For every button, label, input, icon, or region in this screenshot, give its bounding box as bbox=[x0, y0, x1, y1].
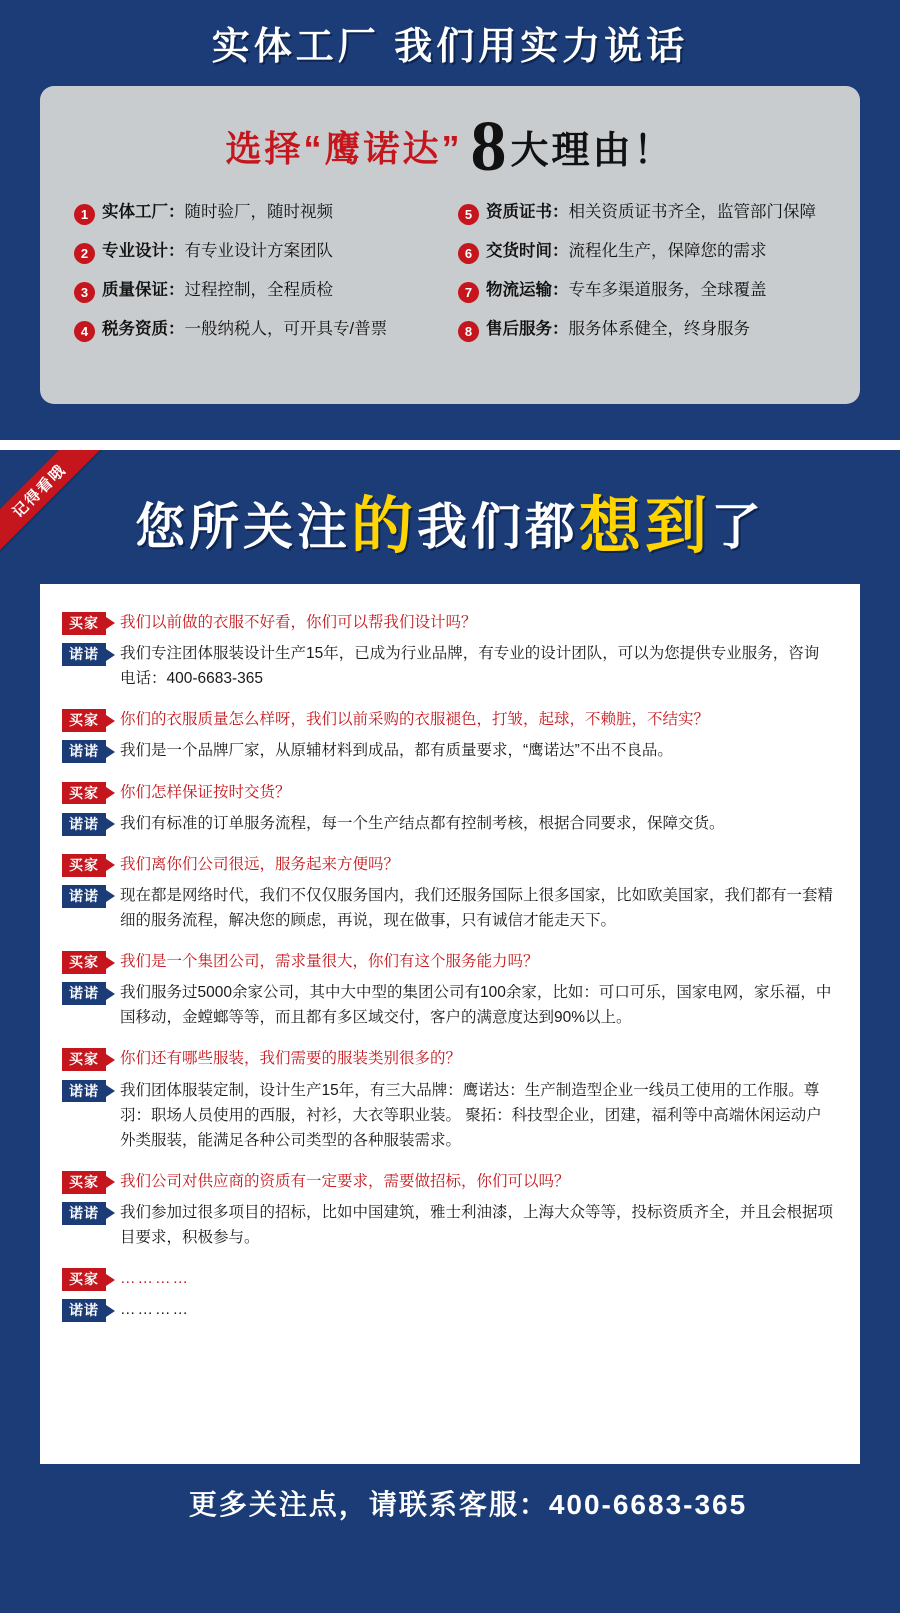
qa-question-row bbox=[62, 707, 834, 732]
reasons-title-number: 8 bbox=[470, 105, 507, 186]
top-banner-section bbox=[0, 0, 900, 440]
reason-item bbox=[74, 241, 448, 264]
buyer-tag: 买家 bbox=[62, 1268, 106, 1291]
qa-question-row bbox=[62, 852, 834, 877]
qa-block bbox=[62, 1169, 834, 1250]
reason-text: 一般纳税人，可开具专/普票 bbox=[184, 320, 388, 339]
qa-answer-text: 我们专注团体服装设计生产15年，已成为行业品牌，有专业的设计团队，可以为您提供专业服务，咨询电话：400-6683-365 bbox=[120, 645, 820, 688]
qa-question-text: 你们的衣服质量怎么样呀，我们以前采购的衣服褪色，打皱，起球，不赖脏，不结实？ bbox=[120, 711, 710, 729]
reason-text: 随时验厂，随时视频 bbox=[184, 203, 333, 222]
seller-tag: 诺诺 bbox=[62, 982, 106, 1005]
qa-question-row bbox=[62, 1169, 834, 1194]
reason-number-badge: 6 bbox=[458, 243, 479, 264]
footer-contact-text: 更多关注点，请联系客服：400-6683-365 bbox=[188, 1489, 748, 1520]
reason-number-badge: 8 bbox=[458, 321, 479, 342]
reason-item bbox=[74, 319, 448, 342]
seller-tag: 诺诺 bbox=[62, 643, 106, 666]
reason-item bbox=[458, 202, 832, 225]
faq-section bbox=[0, 450, 900, 1613]
buyer-tag: 买家 bbox=[62, 854, 106, 877]
qa-question-text: ………… bbox=[120, 1270, 190, 1288]
qa-answer-row bbox=[62, 980, 834, 1030]
reason-label: 资质证书： bbox=[486, 203, 569, 222]
footer-bar bbox=[18, 1464, 900, 1542]
qa-answer-row bbox=[62, 738, 834, 763]
seller-tag: 诺诺 bbox=[62, 813, 106, 836]
reason-number-badge: 2 bbox=[74, 243, 95, 264]
reason-number-badge: 5 bbox=[458, 204, 479, 225]
qa-answer-text: 我们团体服装定制，设计生产15年，有三大品牌：鹰诺达：生产制造型企业一线员工使用的工作服。尊羽：职场人员使用的西服，衬衫，大衣等职业装。 聚拓：科技型企业，团建，福利等中高端休闲运动户外类服装，能满足各种公司类型的各种服装需求。 bbox=[120, 1081, 822, 1149]
reason-number-badge: 4 bbox=[74, 321, 95, 342]
qa-answer-text: ………… bbox=[120, 1301, 190, 1319]
qa-question-text: 我们离你们公司很远，服务起来方便吗？ bbox=[120, 855, 400, 873]
reason-text: 有专业设计方案团队 bbox=[184, 242, 333, 261]
qa-answer-row bbox=[62, 1297, 834, 1322]
reason-item bbox=[458, 241, 832, 264]
qa-answer-text: 我们有标准的订单服务流程，每一个生产结点都有控制考核，根据合同要求，保障交货。 bbox=[120, 814, 725, 832]
reason-item bbox=[74, 280, 448, 303]
reason-text: 相关资质证书齐全，监管部门保障 bbox=[568, 203, 816, 222]
seller-tag: 诺诺 bbox=[62, 1299, 106, 1322]
reason-label: 质量保证： bbox=[102, 281, 185, 300]
seller-tag: 诺诺 bbox=[62, 1202, 106, 1225]
reason-text: 过程控制，全程质检 bbox=[184, 281, 333, 300]
seller-tag: 诺诺 bbox=[62, 885, 106, 908]
qa-question-text: 我们以前做的衣服不好看，你们可以帮我们设计吗？ bbox=[120, 614, 477, 631]
faq-title-part-2: 的 bbox=[350, 492, 417, 561]
faq-title-part-4: 想到 bbox=[579, 492, 712, 561]
faq-card bbox=[40, 584, 860, 1464]
reasons-title-red: 选择“鹰诺达” bbox=[225, 127, 463, 169]
qa-block bbox=[62, 610, 834, 691]
qa-answer-row bbox=[62, 641, 834, 691]
qa-block bbox=[62, 949, 834, 1030]
qa-answer-row bbox=[62, 1200, 834, 1250]
qa-answer-row bbox=[62, 1078, 834, 1153]
buyer-tag: 买家 bbox=[62, 1171, 106, 1194]
qa-block bbox=[62, 780, 834, 836]
buyer-tag: 买家 bbox=[62, 709, 106, 732]
buyer-tag: 买家 bbox=[62, 951, 106, 974]
qa-block bbox=[62, 1266, 834, 1322]
qa-answer-text: 我们参加过很多项目的招标，比如中国建筑，雅士利油漆，上海大众等等，投标资质齐全，并且会根据项目要求，积极参与。 bbox=[120, 1203, 834, 1247]
corner-ribbon bbox=[0, 450, 120, 570]
reason-label: 专业设计： bbox=[102, 242, 185, 261]
qa-answer-text: 我们是一个品牌厂家，从原辅材料到成品，都有质量要求，“鹰诺达”不出不良品。 bbox=[120, 742, 673, 760]
qa-question-text: 你们还有哪些服装，我们需要的服装类别很多的？ bbox=[120, 1050, 462, 1068]
qa-answer-text: 现在都是网络时代，我们不仅仅服务国内，我们还服务国际上很多国家，比如欧美国家，我们都有一套精细的服务流程，解决您的顾虑，再说，现在做事，只有诚信才能走天下。 bbox=[120, 886, 834, 929]
qa-block bbox=[62, 1046, 834, 1152]
reason-label: 交货时间： bbox=[486, 242, 569, 261]
reason-item bbox=[458, 319, 832, 342]
buyer-tag: 买家 bbox=[62, 1048, 106, 1071]
faq-title-part-3: 我们都 bbox=[417, 499, 579, 555]
reasons-card bbox=[40, 86, 860, 404]
qa-question-row bbox=[62, 1266, 834, 1291]
reason-label: 售后服务： bbox=[486, 320, 569, 339]
qa-question-row bbox=[62, 610, 834, 635]
qa-question-text: 你们怎样保证按时交货？ bbox=[120, 783, 291, 801]
faq-title bbox=[18, 450, 882, 584]
qa-question-row bbox=[62, 949, 834, 974]
seller-tag: 诺诺 bbox=[62, 1080, 106, 1103]
reason-number-badge: 7 bbox=[458, 282, 479, 303]
qa-answer-row bbox=[62, 811, 834, 836]
reason-text: 服务体系健全，终身服务 bbox=[568, 320, 750, 339]
reason-label: 实体工厂： bbox=[102, 203, 185, 222]
qa-answer-text: 我们服务过5000余家公司，其中大中型的集团公司有100余家，比如：可口可乐，国家电网，家乐福，中国移动，金螳螂等等，而且都有多区域交付，客户的满意度达到90%以上。 bbox=[120, 984, 832, 1027]
reason-label: 税务资质： bbox=[102, 320, 185, 339]
buyer-tag: 买家 bbox=[62, 612, 106, 635]
qa-question-text: 我们公司对供应商的资质有一定要求，需要做招标，你们可以吗？ bbox=[120, 1172, 570, 1190]
qa-question-text: 我们是一个集团公司，需求量很大，你们有这个服务能力吗？ bbox=[120, 953, 539, 971]
qa-question-row bbox=[62, 1046, 834, 1071]
qa-block bbox=[62, 707, 834, 763]
corner-ribbon-label: 记得看哦 bbox=[0, 450, 109, 561]
reason-item bbox=[74, 202, 448, 225]
qa-question-row bbox=[62, 780, 834, 805]
reasons-title-black: 大理由！ bbox=[510, 129, 675, 172]
top-headline: 实体工厂 我们用实力说话 bbox=[211, 26, 689, 68]
reason-text: 流程化生产，保障您的需求 bbox=[568, 242, 767, 261]
reason-number-badge: 1 bbox=[74, 204, 95, 225]
reasons-title bbox=[64, 105, 836, 199]
seller-tag: 诺诺 bbox=[62, 740, 106, 763]
faq-title-part-1: 您所关注 bbox=[134, 499, 351, 555]
reason-text: 专车多渠道服务，全球覆盖 bbox=[568, 281, 767, 300]
faq-title-part-5: 了 bbox=[711, 499, 766, 555]
reason-label: 物流运输： bbox=[486, 281, 569, 300]
qa-block bbox=[62, 852, 834, 933]
reason-item bbox=[458, 280, 832, 303]
qa-answer-row bbox=[62, 883, 834, 933]
buyer-tag: 买家 bbox=[62, 782, 106, 805]
reason-number-badge: 3 bbox=[74, 282, 95, 303]
section-divider bbox=[0, 440, 900, 450]
reasons-grid bbox=[64, 198, 836, 342]
